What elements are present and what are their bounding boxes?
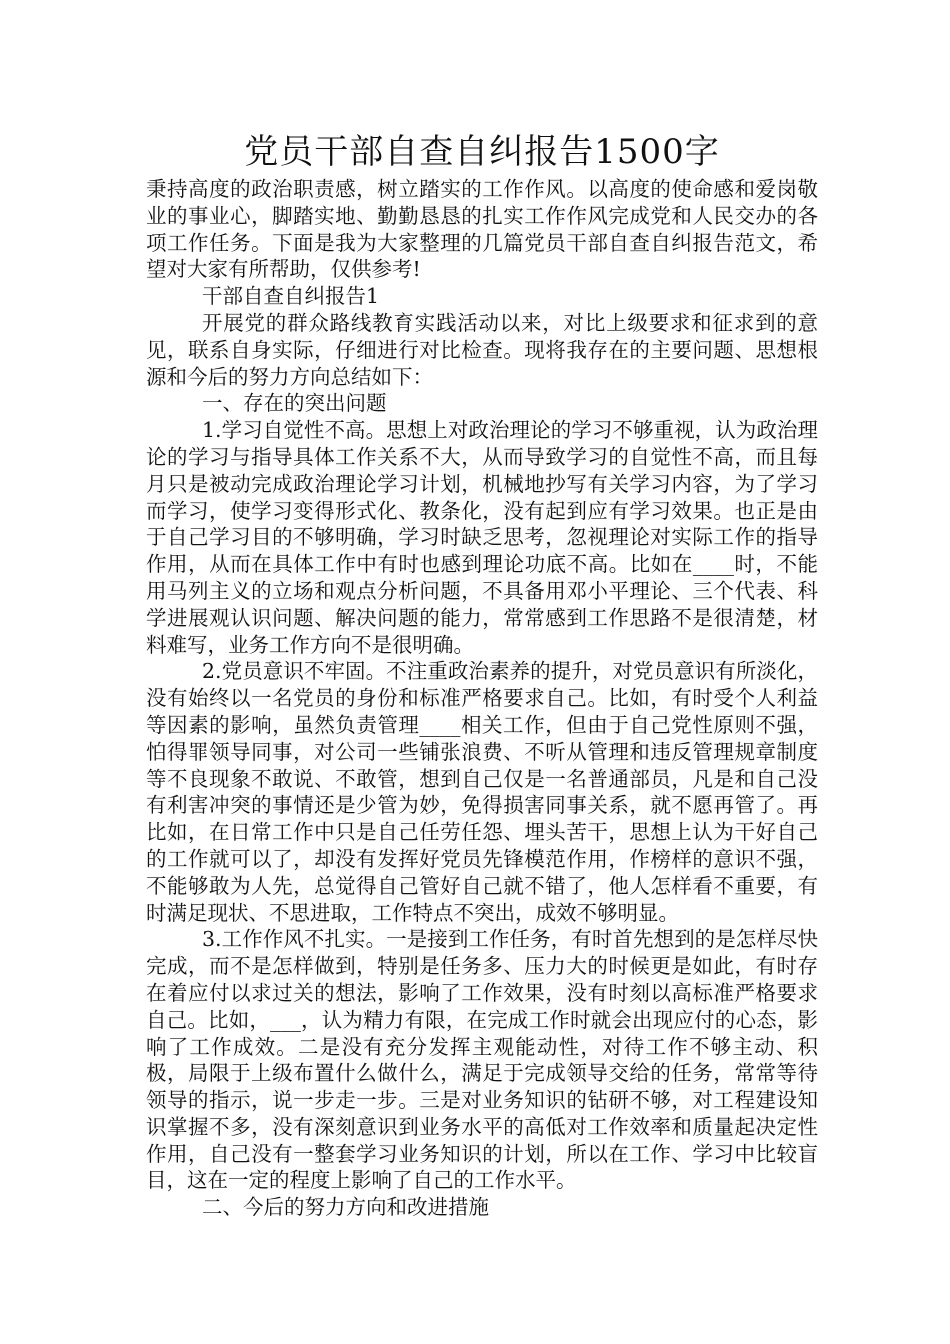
issue-paragraph: 1.学习自觉性不高。思想上对政治理论的学习不够重视，认为政治理论的学习与指导具体工作关系不大，从而导致学习的自觉性不高，而且每月只是被动完成政治理论学习计划，机械地抄写有关学习内容，为了学习而学习，使学习变得形式化、教条化，没有起到应有学习效果。也正是由于自己学习目的不够明确，学习时缺乏思考，忽视理论对实际工作的指导作用，从而在具体工作中有时也感到理论功底不高。比如在____时，不能用马列主义的立场和观点分析问题，不具备用邓小平理论、三个代表、科学进展观认识问题、解决问题的能力，常常感到工作思路不是很清楚，材料难写，业务工作方向不是很明确。 xyxy=(146,418,818,657)
opening-paragraph: 开展党的群众路线教育实践活动以来，对比上级要求和征求到的意见，联系自身实际，仔细进行对比检查。现将我存在的主要问题、思想根源和今后的努力方向总结如下： xyxy=(146,310,818,389)
intro-paragraph: 秉持高度的政治职责感，树立踏实的工作作风。以高度的使命感和爱岗敬业的事业心，脚踏实地、勤勤恳恳的扎实工作作风完成党和人民交办的各项工作任务。下面是我为大家整理的几篇党员干部自查自纠报告范文，希望对大家有所帮助，仅供参考! xyxy=(146,177,818,282)
section-heading: 二、今后的努力方向和改进措施 xyxy=(202,1195,489,1220)
report-heading: 干部自查自纠报告1 xyxy=(202,284,380,309)
issue-paragraph: 2.党员意识不牢固。不注重政治素养的提升，对党员意识有所淡化，没有始终以一名党员的身份和标准严格要求自己。比如，有时受个人利益等因素的影响，虽然负责管理____相关工作，但由于自己党性原则不强，怕得罪领导同事，对公司一些铺张浪费、不听从管理和违反管理规章制度等不良现象不敢说、不敢管，想到自己仅是一名普通部员，凡是和自己没有利害冲突的事情还是少管为妙，免得损害同事关系，就不愿再管了。再比如，在日常工作中只是自己任劳任怨、埋头苦干，思想上认为干好自己的工作就可以了，却没有发挥好党员先锋模范作用，作榜样的意识不强，不能够敢为人先，总觉得自己管好自己就不错了，他人怎样看不重要，有时满足现状、不思进取，工作特点不突出，成效不够明显。 xyxy=(146,659,818,925)
document-page xyxy=(146,130,818,1221)
issue-paragraph: 3.工作作风不扎实。一是接到工作任务，有时首先想到的是怎样尽快完成，而不是怎样做到，特别是任务多、压力大的时候更是如此，有时存在着应付以求过关的想法，影响了工作效果，没有时刻以高标准严格要求自己。比如，___，认为精力有限，在完成工作时就会出现应付的心态，影响了工作成效。二是没有充分发挥主观能动性，对待工作不够主动、积极，局限于上级布置什么做什么，满足于完成领导交给的任务，常常等待领导的指示，说一步走一步。三是对业务知识的钻研不够，对工程建设知识掌握不多，没有深刻意识到业务水平的高低对工作效率和质量起决定性作用，自己没有一整套学习业务知识的计划，所以在工作、学习中比较盲目，这在一定的程度上影响了自己的工作水平。 xyxy=(146,927,818,1193)
document-title: 党员干部自查自纠报告1500字 xyxy=(244,132,720,172)
section-heading: 一、存在的突出问题 xyxy=(202,391,387,416)
